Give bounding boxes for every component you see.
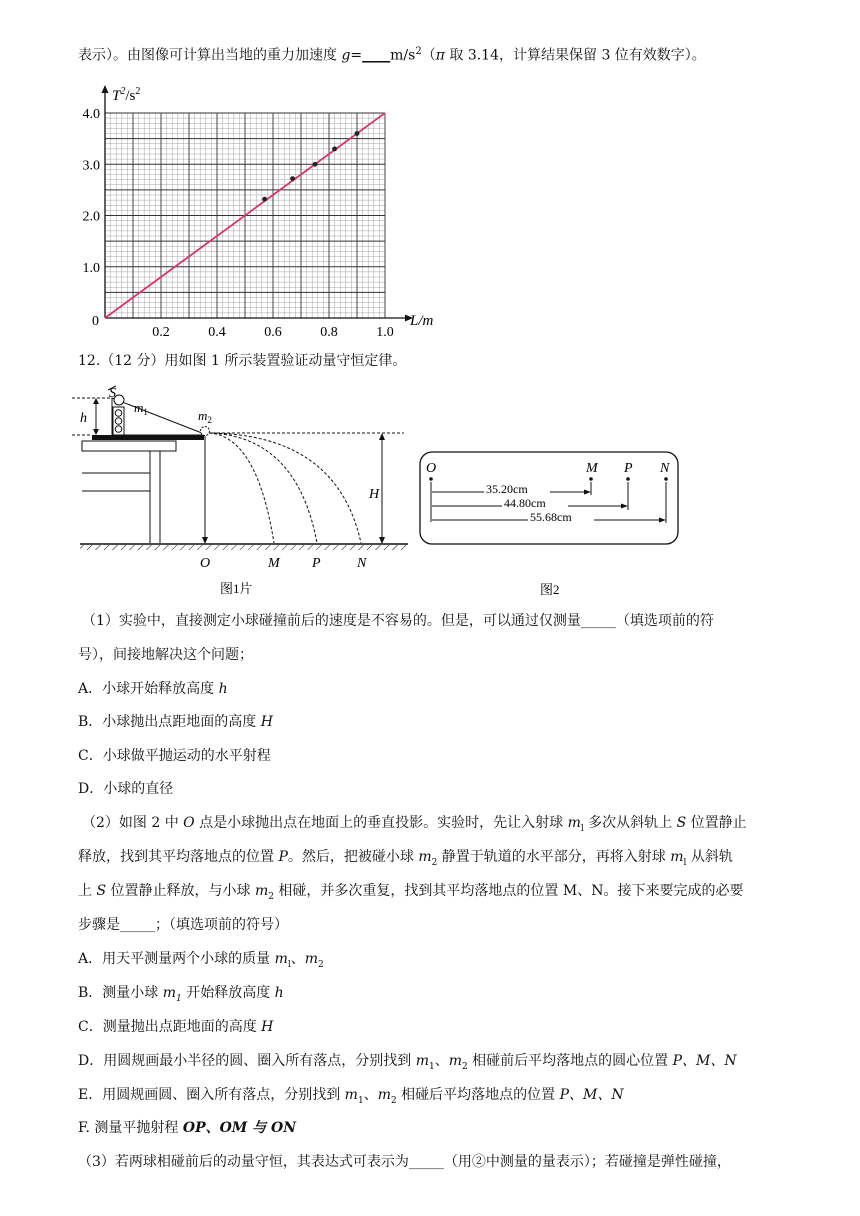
t2-l-chart	[60, 78, 460, 338]
chart-y-axis-label: $T^2/s^2$	[112, 86, 141, 104]
chart-x-tick-label: 0.4	[208, 325, 226, 338]
intro-eq: =	[350, 47, 363, 64]
trajectory-M	[209, 433, 274, 543]
sub2-line-2: 释放，找到其平均落地点的位置 P。然后，把被碰小球 $m_2$ 静置于轨道的水平部分，再将入射球 $m_l$ 从斜轨	[78, 849, 733, 868]
chart-x-tick-label: 0.2	[152, 325, 170, 338]
sub1-option-C: C．小球做平抛运动的水平射程	[78, 748, 271, 764]
fig2-label-N: N	[660, 461, 670, 476]
chart-x-ticks	[152, 325, 394, 338]
fig2-point-M	[589, 477, 593, 481]
fig2-label-P: P	[624, 461, 633, 476]
fig1-label-h: h	[80, 411, 87, 426]
fig2-distance-ON: 55.68cm	[530, 510, 572, 524]
sub2-option-D: D．用圆规画最小半径的圆、圈入所有落点，分别找到 $m_1$、$m_2$ 相碰前后平均落地点的圆心位置 P、M、N	[78, 1053, 737, 1072]
fig2-point-P	[626, 477, 630, 481]
sub2-option-A: A．用天平测量两个小球的质量 $m_l$、$m_2$	[78, 951, 324, 970]
chart-data-point	[355, 131, 360, 136]
horizontal-track	[92, 435, 204, 440]
fig1-label-S: S	[109, 386, 116, 401]
fig1-caption: 图1片	[220, 581, 253, 596]
fig1-label-H: H	[369, 487, 380, 502]
sub2-option-C: C．测量抛出点距地面的高度 H	[78, 1019, 274, 1035]
chart-data-point	[313, 162, 318, 167]
fig1-label-N: N	[357, 556, 367, 571]
chart-y-axis-arrow	[102, 85, 109, 93]
sub2-line-3: 上 S 位置静止释放，与小球 $m_2$ 相碰，并多次重复，找到其平均落地点的位置 M、N。接下来要完成的必要	[78, 883, 744, 902]
chart-x-tick-label: 0.8	[320, 325, 338, 338]
table-top	[82, 441, 176, 451]
chart-y-tick-label: 2.0	[82, 209, 100, 225]
intro-text-3: （	[421, 47, 436, 64]
intro-text-4: 取 3.14，计算结果保留 3 位有效数字）。	[444, 47, 706, 64]
fig1-label-O: O	[200, 556, 211, 571]
chart-origin-label: 0	[92, 314, 99, 329]
figure-1-apparatus	[72, 378, 412, 598]
fig2-label-O: O	[426, 461, 437, 476]
H-arrow-head-bottom	[379, 537, 385, 544]
chart-x-axis-label: L/m	[410, 313, 434, 329]
chart-y-tick-label: 1.0	[82, 260, 100, 276]
fig1-label-m1: $m_1$	[134, 400, 148, 417]
figure-2-distances	[418, 450, 688, 610]
intro-unit: m/s	[390, 47, 416, 64]
trajectory-P	[209, 433, 317, 543]
ground-hatch	[80, 545, 408, 550]
sub2-line-1: （2）如图 2 中 O 点是小球抛出点在地面上的垂直投影。实验时，先让入射球 $m_l$ 多次从斜轨上 S 位置静止	[82, 815, 747, 834]
sub1-line-1: （1）实验中，直接测定小球碰撞前后的速度是不容易的。但是，可以通过仅测量_____（填选项前的符	[82, 613, 714, 629]
intro-unit-sup: 2	[415, 46, 422, 57]
sub1-option-A: A．小球开始释放高度 h	[78, 681, 228, 697]
inclined-track	[112, 398, 207, 435]
chart-data-point	[332, 146, 337, 151]
chart-x-tick-label: 0.6	[264, 325, 282, 338]
ball-m2	[201, 427, 210, 436]
sub2-line-4: 步骤是_____；（填选项前的符号）	[78, 917, 288, 933]
sub1-option-D: D．小球的直径	[78, 781, 174, 797]
intro-g: g	[341, 47, 351, 64]
chart-y-tick-label: 4.0	[82, 107, 100, 122]
sub2-option-E: E．用圆规画圆、圈入所有落点，分别找到 $m_1$、$m_2$ 相碰后平均落地点的位置 P、M、N	[78, 1087, 624, 1106]
q12-title: 12.（12 分）用如图 1 所示装置验证动量守恒定律。	[78, 353, 407, 369]
trajectory-N	[209, 433, 361, 543]
ball-stack	[113, 407, 124, 435]
intro-line	[78, 42, 706, 66]
fig2-caption: 图2	[540, 582, 560, 597]
fig2-distance-OM: 35.20cm	[486, 482, 528, 496]
chart-y-ticks	[83, 107, 101, 276]
intro-text-1: 表示）。由图像可计算出当地的重力加速度	[78, 47, 342, 64]
chart-y-tick-label: 3.0	[82, 158, 100, 174]
fig2-distance-OP: 44.80cm	[504, 496, 546, 510]
sub2-option-F: F. 测量平抛射程 OP、OM 与 ON	[78, 1120, 297, 1136]
chart-x-tick-label: 1.0	[376, 325, 394, 338]
sub2-option-B: B．测量小球 $m_1$ 开始释放高度 h	[78, 985, 284, 1004]
h-arrow-head-bottom	[93, 429, 99, 435]
plumb-arrow-head	[202, 537, 208, 544]
fig1-label-P: P	[312, 556, 321, 571]
fig1-label-m2: $m_2$	[198, 408, 212, 425]
answer-blank-g: ____	[362, 47, 391, 64]
sub1-line-2: 号），间接地解决这个问题；	[78, 647, 253, 663]
fig1-label-M: M	[268, 556, 280, 571]
intro-pi: π	[435, 47, 445, 64]
fig2-point-N	[664, 477, 668, 481]
chart-data-point	[262, 197, 267, 202]
fig2-point-O	[429, 477, 433, 481]
sub3-line-1: （3）若两球相碰前后的动量守恒，其表达式可表示为_____（用②中测量的量表示）；若碰撞是弹性碰撞，	[78, 1154, 731, 1170]
h-arrow-head-top	[93, 398, 99, 404]
fig2-label-M: M	[586, 461, 598, 476]
sub1-option-B: B．小球抛出点距地面的高度 H	[78, 714, 273, 730]
H-arrow-head-top	[379, 433, 385, 440]
chart-data-point	[290, 176, 295, 181]
